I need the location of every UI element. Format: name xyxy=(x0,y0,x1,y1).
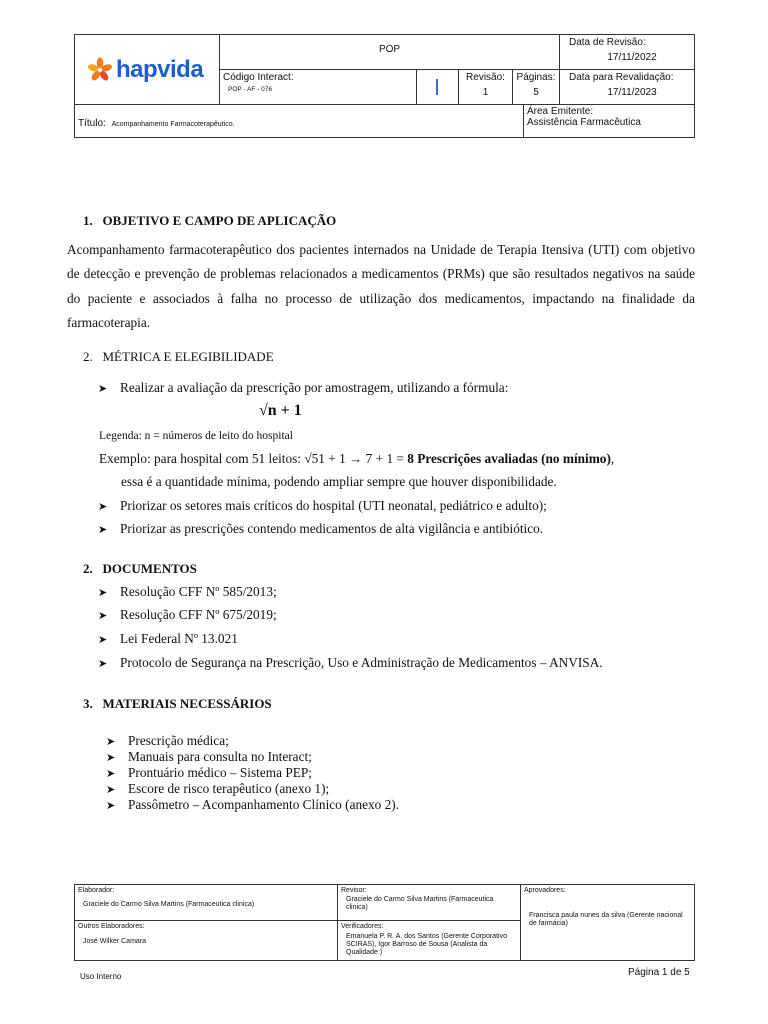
area-label: Área Emitente: xyxy=(527,106,594,117)
material-item-text: Escore de risco terapêutico (anexo 1); xyxy=(128,781,330,796)
doc-item xyxy=(98,655,603,671)
logo-cell xyxy=(75,35,220,105)
metric-bullet-3-text: Priorizar as prescrições contendo medicamentos de alta vigilância e antibiótico. xyxy=(120,521,544,536)
metric-bullet-1-text: Realizar a avaliação da prescrição por amostragem, utilizando a fórmula: xyxy=(120,380,509,395)
footer-table xyxy=(74,884,695,961)
exemplo-line-2: essa é a quantidade mínima, podendo ampliar sempre que houver disponibilidade. xyxy=(121,474,557,489)
titulo-cell xyxy=(75,105,524,138)
material-item xyxy=(106,733,229,750)
metric-bullet-1 xyxy=(98,380,508,396)
section-1-text: Acompanhamento farmacoterapêutico dos pacientes internados na Unidade de Terapia Itensiva (UTI) com objetivo de detecção e prevenção de problemas relacionados a medicamentos (PRMs) que são resultados negativos na saúde do paciente e associados à falha no processo de utilização dos medicamentos, impactando na finalidade da farmacoterapia. xyxy=(67,242,695,330)
data-revalidacao-value: 17/11/2023 xyxy=(607,87,657,98)
elaborador-value: Graciele do Carmo Silva Martins (Farmaceutica clinica) xyxy=(83,901,255,908)
aprovadores-cell xyxy=(521,885,695,960)
arrow-bullet-icon: ➤ xyxy=(106,800,116,812)
revisao-value: 1 xyxy=(482,87,489,98)
section-1-title: OBJETIVO E CAMPO DE APLICAÇÃO xyxy=(102,213,337,228)
doc-item-text: Lei Federal Nº 13.021 xyxy=(120,631,238,646)
accent-bar xyxy=(436,79,438,95)
flower-icon xyxy=(87,57,113,83)
verificadores-label: Verificadores: xyxy=(341,923,384,930)
section-3-heading xyxy=(83,561,197,577)
doc-item xyxy=(98,584,277,600)
arrow-bullet-icon: ➤ xyxy=(106,784,116,796)
section-4-number: 3. xyxy=(83,696,93,711)
arrow-bullet-icon: ➤ xyxy=(98,524,108,536)
area-cell xyxy=(524,105,695,138)
codigo-label: Código Interact: xyxy=(223,72,294,83)
arrow-bullet-icon: ➤ xyxy=(106,736,116,748)
codigo-cell xyxy=(220,70,417,105)
area-value: Assistência Farmacêutica xyxy=(527,117,641,128)
material-item-text: Passômetro – Acompanhamento Clínico (anexo 2). xyxy=(128,797,400,812)
metric-bullet-3 xyxy=(98,521,543,537)
legenda: Legenda: n = números de leito do hospital xyxy=(99,430,293,442)
section-3-title: DOCUMENTOS xyxy=(102,561,197,576)
titulo-label: Título: xyxy=(78,118,106,129)
section-2-title: MÉTRICA E ELEGIBILIDADE xyxy=(102,349,274,364)
data-revisao-value: 17/11/2022 xyxy=(607,52,657,63)
revisor-label: Revisor: xyxy=(341,887,367,894)
data-revalidacao-cell xyxy=(560,70,695,105)
section-1-heading xyxy=(83,213,336,229)
revisao-label: Revisão: xyxy=(466,72,505,83)
material-item xyxy=(106,797,399,814)
section-4-title: MATERIAIS NECESSÁRIOS xyxy=(102,696,272,711)
arrow-bullet-icon: ➤ xyxy=(98,501,108,513)
doc-item-text: Protocolo de Segurança na Prescrição, Uso e Administração de Medicamentos – ANVISA. xyxy=(120,655,603,670)
uso-interno: Uso Interno xyxy=(80,972,122,981)
aprovadores-value: Francisca paula nunes da silva (Gerente nacional de farmácia) xyxy=(529,912,683,927)
data-revalidacao-label: Data para Revalidação: xyxy=(569,72,674,83)
section-1-number: 1. xyxy=(83,213,93,228)
exemplo-line-1 xyxy=(99,451,614,467)
paginas-value: 5 xyxy=(533,87,539,98)
arrow-bullet-icon: ➤ xyxy=(98,383,108,395)
revisor-cell xyxy=(338,885,521,921)
doc-item xyxy=(98,631,238,647)
formula: √n + 1 xyxy=(259,402,302,419)
arrow-bullet-icon: ➤ xyxy=(98,587,108,599)
elaborador-cell xyxy=(75,885,338,921)
exemplo-suffix: , xyxy=(610,451,615,466)
codigo-value: POP - AF - 076 xyxy=(228,86,272,93)
section-3-number: 2. xyxy=(83,561,93,576)
paginas-cell xyxy=(513,70,560,105)
elaborador-label: Elaborador: xyxy=(78,887,115,894)
arrow-bullet-icon: ➤ xyxy=(98,634,108,646)
logo-text: hapvida xyxy=(116,56,204,83)
titulo-value: Acompanhamento Farmacoterapêutico. xyxy=(111,121,235,128)
material-item-text: Prescrição médica; xyxy=(128,733,229,748)
arrow-bullet-icon: ➤ xyxy=(98,658,108,670)
revisor-value: Graciele do Carmo Silva Martins (Farmaceutica clinica) xyxy=(346,896,494,911)
data-revisao-label: Data de Revisão: xyxy=(569,37,646,48)
exemplo-prefix: Exemplo: para hospital com 51 leitos: √51 + 1 → 7 + 1 = xyxy=(99,451,408,466)
verificadores-value: Emanuela P. R. A. dos Santos (Gerente Corporativo SCIRAS), Igor Barroso de Sousa (Analista da Qualidade ) xyxy=(346,933,507,956)
doc-item xyxy=(98,607,277,623)
doc-item-text: Resolução CFF Nº 675/2019; xyxy=(120,607,277,622)
outros-value: José Wilker Camara xyxy=(83,938,147,945)
pop-cell xyxy=(220,35,560,70)
page-number: Página 1 de 5 xyxy=(628,967,690,978)
verificadores-cell xyxy=(338,921,521,960)
revisao-cell xyxy=(459,70,513,105)
hapvida-logo xyxy=(87,56,203,84)
arrow-bullet-icon: ➤ xyxy=(98,610,108,622)
metric-bullet-2-text: Priorizar os setores mais críticos do hospital (UTI neonatal, pediátrico e adulto); xyxy=(120,498,547,513)
material-item xyxy=(106,781,329,798)
arrow-bullet-icon: ➤ xyxy=(106,768,116,780)
outros-label: Outros Elaboradores: xyxy=(78,923,145,930)
aprovadores-label: Aprovadores: xyxy=(524,887,566,894)
arrow-bullet-icon: ➤ xyxy=(106,752,116,764)
section-2-number: 2. xyxy=(83,349,93,364)
section-4-heading xyxy=(83,696,272,712)
data-revisao-cell xyxy=(560,35,695,70)
material-item xyxy=(106,765,312,782)
header-table xyxy=(74,34,695,138)
section-2-heading xyxy=(83,349,274,365)
paginas-label: Páginas: xyxy=(516,72,556,83)
metric-bullet-2 xyxy=(98,498,547,514)
mark-cell xyxy=(417,70,459,105)
material-item-text: Prontuário médico – Sistema PEP; xyxy=(128,765,312,780)
exemplo-bold: 8 Prescrições avaliadas (no mínimo) xyxy=(407,451,611,466)
material-item xyxy=(106,749,312,766)
material-item-text: Manuais para consulta no Interact; xyxy=(128,749,312,764)
doc-item-text: Resolução CFF Nº 585/2013; xyxy=(120,584,277,599)
pop-label: POP xyxy=(378,44,401,55)
outros-elaboradores-cell xyxy=(75,921,338,960)
